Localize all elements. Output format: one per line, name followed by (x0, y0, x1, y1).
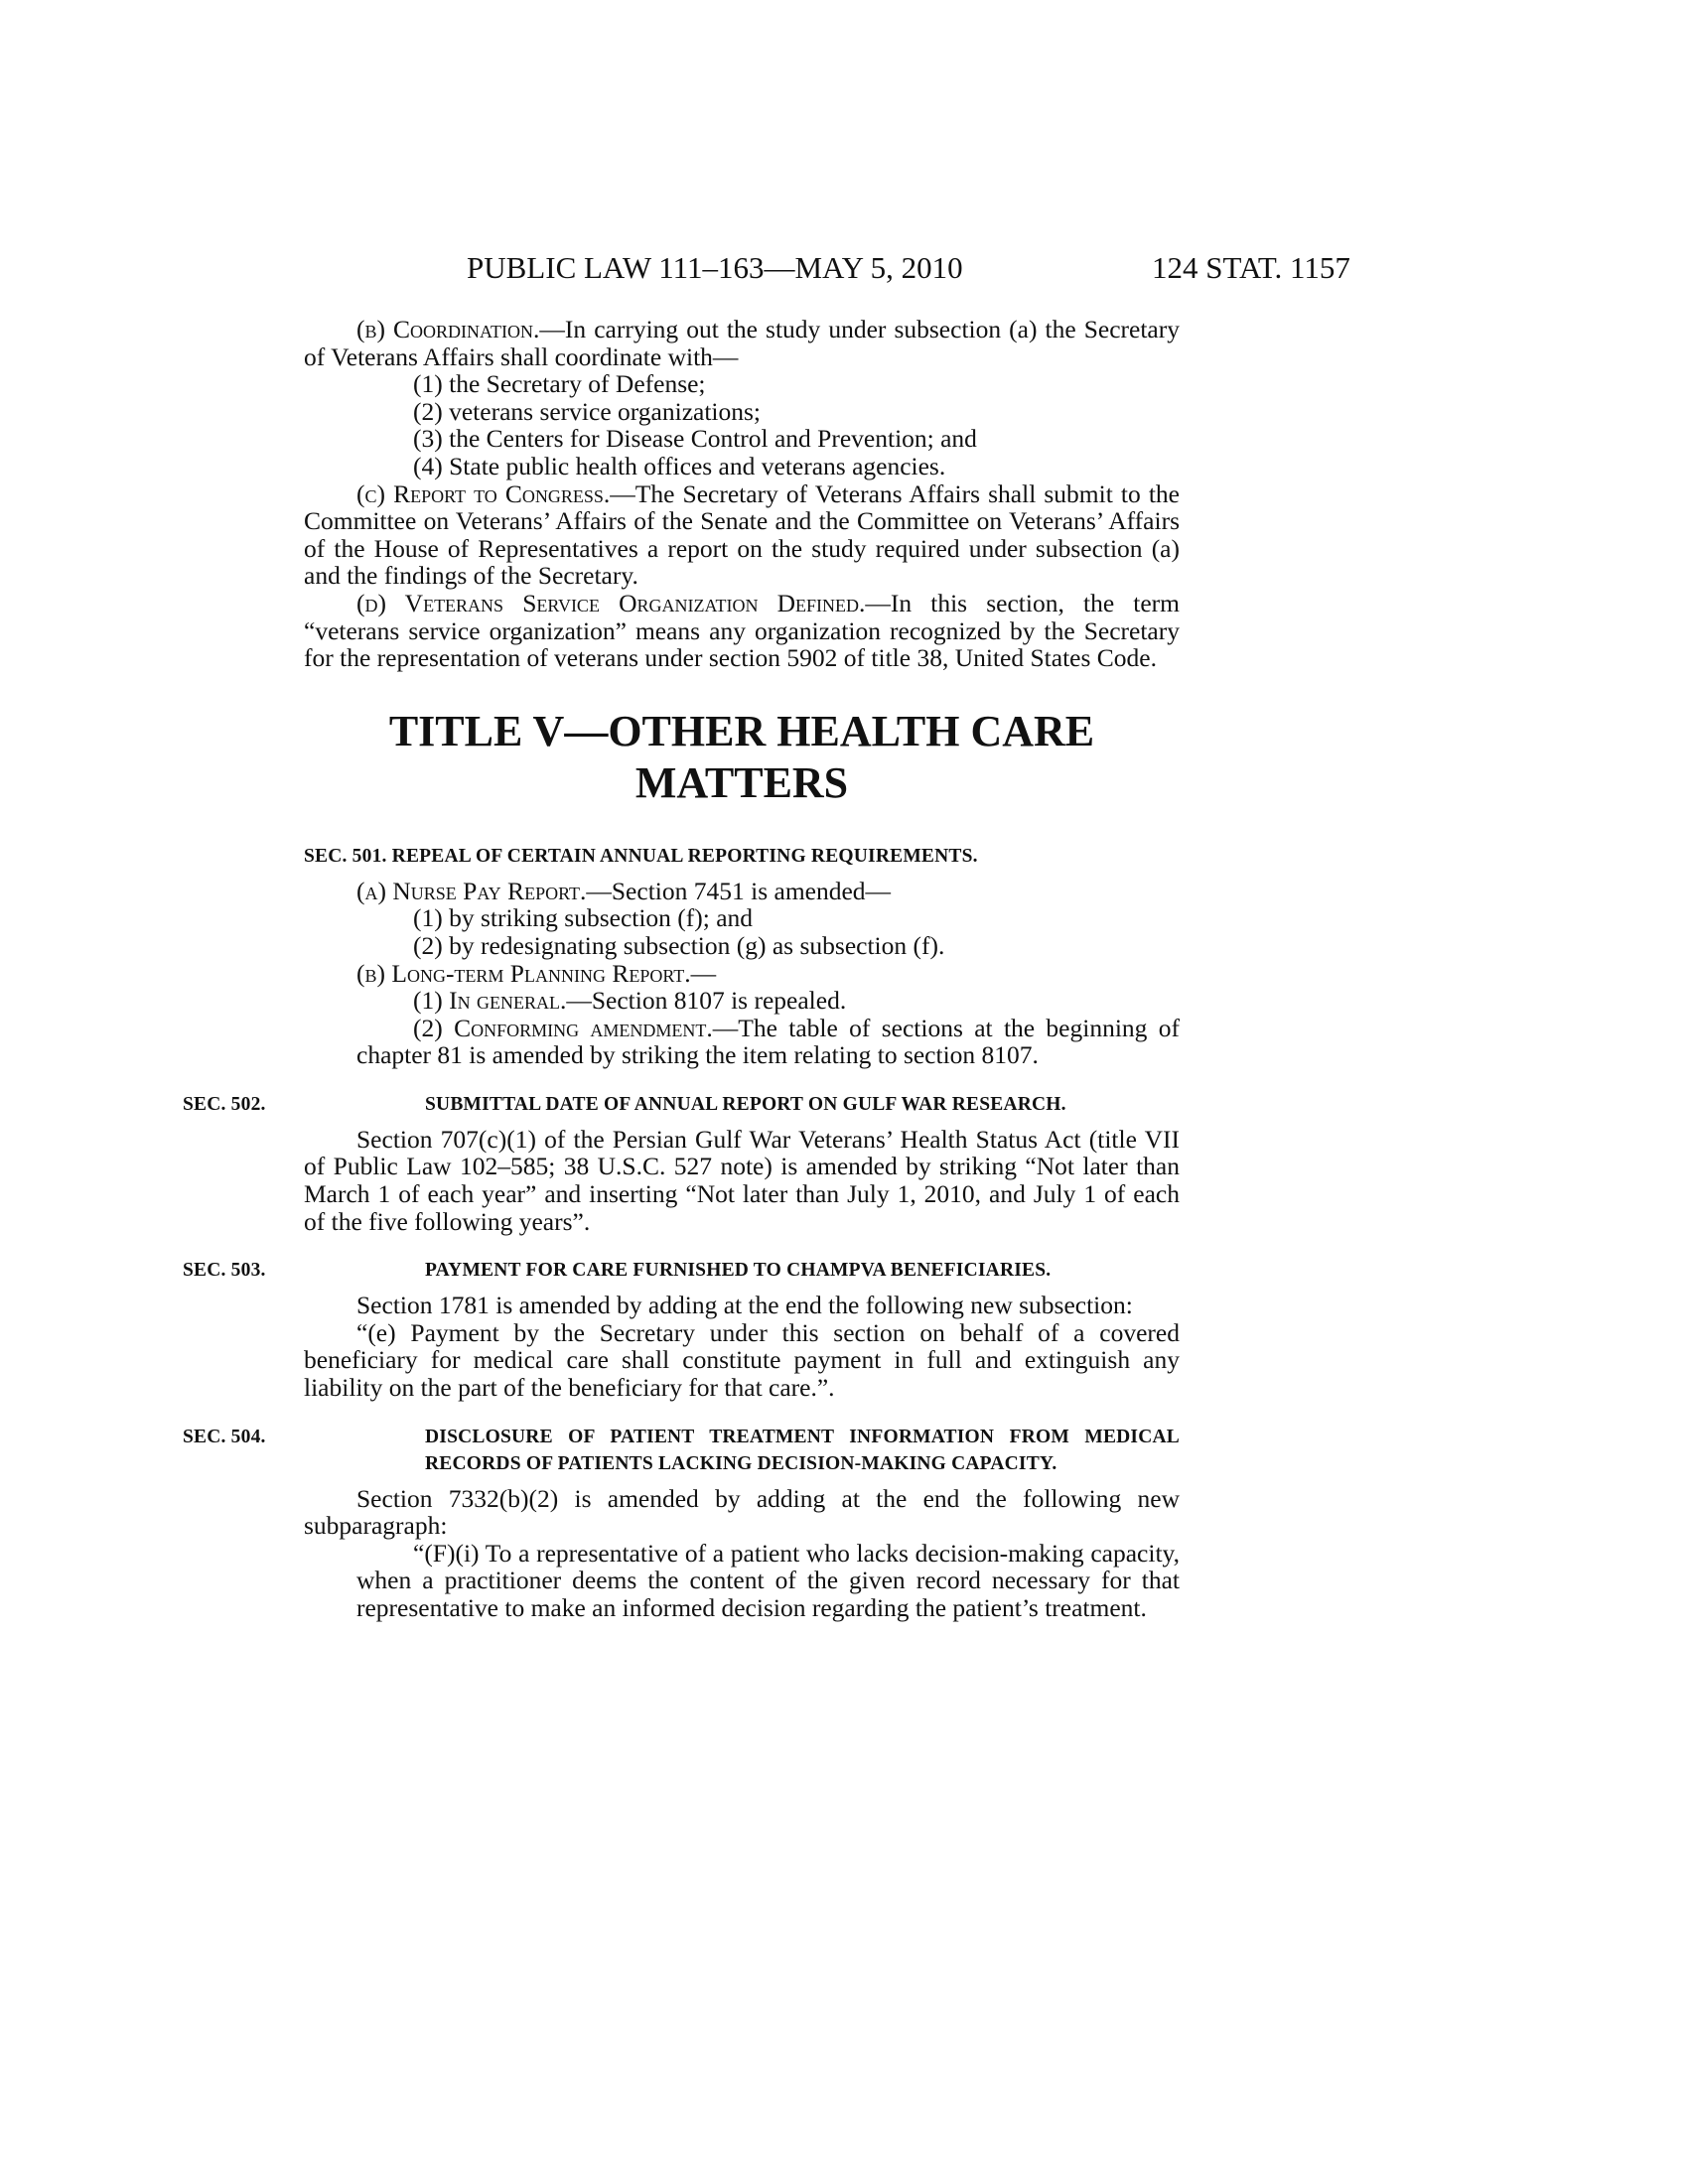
paragraph-text: —The Secretary of Veterans Affairs shall submit to the Committee on Veterans’ Affairs of the Senate and the Committee on Veterans’ Affairs of the House of Representatives a report on the study required under subsection (a) and the findings of the Secretary. (304, 478, 1180, 591)
list-item: (2) by redesignating subsection (g) as subsection (f). (413, 930, 945, 960)
title-heading (304, 706, 1180, 809)
list-item: (1) by striking subsection (f); and (413, 903, 754, 933)
paragraph-label: (2) Conforming amendment. (413, 1013, 713, 1042)
section-504-text: Section 7332(b)(2) is amended by adding at the end the following new subparagraph: (304, 1483, 1180, 1541)
section-501-heading: SEC. 501. REPEAL OF CERTAIN ANNUAL REPORTING REQUIREMENTS. (304, 845, 978, 867)
section-501-b1 (304, 987, 1180, 1015)
section-504-heading (183, 1424, 1180, 1477)
paragraph-label: (b) Coordination. (356, 315, 540, 343)
running-head-law: PUBLIC LAW 111–163—MAY 5, 2010 (467, 250, 963, 285)
paragraph-text: —In carrying out the study under subsection (a) the Secretary of Veterans Affairs shall coordinate with— (304, 315, 1180, 371)
section-501-b2 (304, 1015, 1180, 1069)
title-line-2: MATTERS (634, 757, 849, 807)
section-504-quote: “(F)(i) To a representative of a patient who lacks decision-making capacity, when a practitioner deems the content of the given record necessary for that representative to make an informed decision regarding the patient’s treatment. (356, 1538, 1180, 1622)
paragraph-text: —The table of sections at the beginning of chapter 81 is amended by striking the item relating to section 8107. (356, 1013, 1180, 1070)
paragraph-text: —In this section, the term “veterans service organization” means any organization recognized by the Secretary for the representation of veterans under section 5902 of title 38, United States Code. (304, 588, 1180, 673)
paragraph-label: (1) In general. (413, 986, 567, 1016)
list-item: (4) State public health offices and veterans agencies. (413, 451, 946, 480)
section-502-text: Section 707(c)(1) of the Persian Gulf War Veterans’ Health Status Act (title VII of Public Law 102–585; 38 U.S.C. 527 note) is amended by striking “Not later than March 1 of each year” and inserting “Not later than July 1, 2010, and July 1 of each of the five following years”. (304, 1124, 1180, 1236)
paragraph-c-report (304, 480, 1180, 590)
section-number: SEC. 503. (183, 1260, 266, 1282)
paragraph-label: (a) Nurse Pay Report. (356, 876, 587, 905)
paragraph-label: (d) Veterans Service Organization Defined. (356, 588, 866, 617)
paragraph-text: —Section 8107 is repealed. (566, 986, 847, 1016)
list-item: (1) the Secretary of Defense; (413, 369, 706, 399)
list-item: (2) veterans service organizations; (413, 396, 762, 426)
paragraph-label: (c) Report to Congress. (356, 478, 611, 508)
section-number: SEC. 502. (183, 1093, 266, 1115)
paragraph-label: (b) Long-term Planning Report. (356, 958, 691, 988)
running-head-stat: 124 STAT. 1157 (1152, 250, 1350, 285)
section-503-text: Section 1781 is amended by adding at the end the following new subsection: (356, 1291, 1133, 1320)
title-line-1: TITLE V—OTHER HEALTH CARE (388, 706, 1095, 755)
section-title: DISCLOSURE OF PATIENT TREATMENT INFORMATION FROM MEDICAL RECORDS OF PATIENTS LACKING DECISION-MAKING CAPACITY. (425, 1426, 1180, 1474)
section-number: SEC. 504. (183, 1426, 266, 1447)
section-title: SUBMITTAL DATE OF ANNUAL REPORT ON GULF WAR RESEARCH. (425, 1093, 1066, 1115)
section-503-heading (183, 1257, 1180, 1284)
section-501-b (304, 960, 1180, 988)
body-text (183, 315, 1180, 1622)
paragraph-b-coordination (304, 316, 1180, 370)
paragraph-d-definition (304, 590, 1180, 672)
paragraph-text: — (690, 958, 717, 988)
section-501-a (304, 878, 1180, 905)
list-item: (3) the Centers for Disease Control and Prevention; and (413, 424, 977, 454)
section-503-quote: “(e) Payment by the Secretary under this section on behalf of a covered beneficiary for medical care shall constitute payment in full and extinguish any liability on the part of the beneficiary for that care.”. (304, 1317, 1180, 1403)
running-head (0, 248, 1688, 288)
section-502-heading (183, 1091, 1180, 1118)
paragraph-text: —Section 7451 is amended— (586, 876, 892, 905)
section-title: PAYMENT FOR CARE FURNISHED TO CHAMPVA BENEFICIARIES. (425, 1260, 1052, 1282)
